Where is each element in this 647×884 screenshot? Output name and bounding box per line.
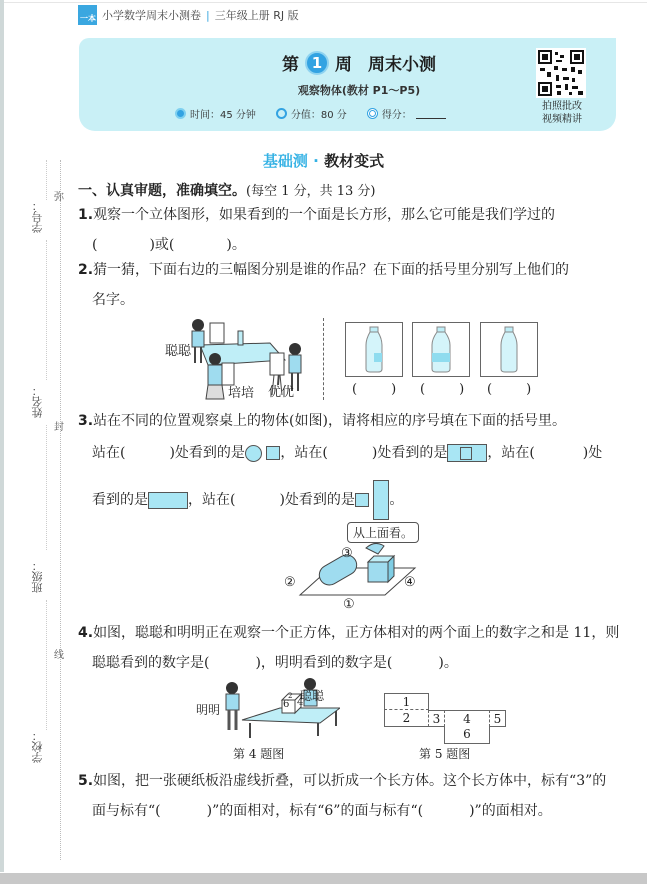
cube-face-side: 4 (297, 697, 304, 708)
student-id-line[interactable] (46, 240, 47, 380)
label-youyou: 优优 (268, 385, 295, 400)
circle-view-shape (245, 445, 262, 462)
grade-edition: 三年级上册 RJ 版 (214, 9, 299, 22)
cube-face-top: 2 (288, 692, 293, 700)
section-title: 基础测 · 教材变式 (262, 152, 385, 170)
time-info: 时间：45 分钟 (175, 106, 256, 121)
publisher-logo: 一本 (78, 5, 97, 25)
figure-4-caption: 第 4 题图 (233, 747, 285, 761)
alarm-clock-icon (175, 108, 186, 119)
series-title: 小学数学周末小测卷 (102, 9, 201, 22)
score-blank[interactable] (416, 109, 446, 119)
question-5: 5.如图，把一张硬纸板沿虚线折叠，可以折成一个长方体。这个长方体中，标有“3”的 面与标有“( )”的面相对，标有“6”的面与标有“( )”的面相对。 (78, 773, 607, 819)
header-separator: | (206, 8, 210, 22)
net-face-3: 3 (428, 710, 445, 727)
target-icon (367, 108, 378, 119)
points-info: 分值：80 分 (276, 106, 347, 121)
bottle-side-view-icon (346, 323, 401, 375)
part-heading: 一、认真审题，准确填空。(每空 1 分，共 13 分) (78, 183, 376, 199)
question-2: 2.猜一猜，下面右边的三幅图分别是谁的作品？在下面的括号里分别写上他们的 名字。 (78, 262, 570, 308)
small-square-shape (266, 446, 280, 460)
position-2-label: ② (284, 575, 296, 590)
seal-char-mi: 弥 (54, 192, 64, 203)
binding-line (60, 160, 61, 860)
seal-char-feng: 封 (54, 422, 64, 433)
dashed-divider (323, 318, 324, 400)
score-info: 得分： (367, 106, 446, 121)
name-label: 姓名： (31, 385, 44, 418)
painting-2 (412, 322, 470, 377)
medal-icon (276, 108, 287, 119)
painting-1 (345, 322, 403, 377)
net-face-1: 1 (384, 693, 429, 710)
label-congcong: 聪聪 (165, 344, 192, 359)
bottle-front-view-icon (413, 323, 468, 375)
bottle-back-view-icon (481, 323, 536, 375)
quiz-title: 第 1 周 周末小测 (229, 50, 489, 75)
small-square-shape-2 (355, 493, 369, 507)
label-peipei: 培培 (228, 386, 255, 401)
week-number-badge: 1 (305, 51, 329, 75)
painting-1-answer[interactable]: ( ) (352, 382, 397, 397)
position-1-label: ① (343, 597, 355, 612)
net-face-4: 4 (444, 710, 490, 727)
net-face-6: 6 (444, 726, 490, 744)
long-rect-shape (148, 492, 188, 509)
school-label: 学校： (31, 730, 44, 763)
seal-char-xian: 线 (54, 650, 64, 661)
rect-with-square-shape (447, 444, 487, 462)
qr-code[interactable] (536, 48, 586, 98)
class-line[interactable] (46, 600, 47, 730)
student-id-label: 学号： (31, 200, 44, 233)
question-1: 1.观察一个立体图形，如果看到的一个面是长方形，那么它可能是我们学过的 ( )或( )。 (78, 207, 556, 253)
painting-3 (480, 322, 538, 377)
position-3-label: ③ (341, 546, 353, 561)
label-congcong-q4: 聪聪 (300, 689, 325, 703)
quiz-subtitle: 观察物体(教材 P1～P5) (297, 84, 421, 97)
page-left-edge (0, 0, 4, 872)
name-line[interactable] (46, 425, 47, 550)
page-bottom-edge (0, 873, 647, 884)
qr-caption: 拍照批改 视频精讲 (542, 101, 582, 125)
class-label: 班级： (31, 560, 44, 593)
speech-bubble: 从上面看。 (347, 522, 419, 543)
label-mingming: 明明 (196, 703, 221, 717)
series-header (78, 4, 299, 26)
quiz-meta (175, 106, 555, 121)
painting-3-answer[interactable]: ( ) (487, 382, 532, 397)
qr-code-icon (538, 50, 584, 96)
net-face-2: 2 (384, 710, 429, 727)
question-4: 4.如图，聪聪和明明正在观察一个正方体，正方体相对的两个面上的数字之和是 11，则 聪聪看到的数字是( )，明明看到的数字是( )。 (78, 625, 620, 671)
painting-2-answer[interactable]: ( ) (420, 382, 465, 397)
net-face-5: 5 (489, 710, 506, 727)
question-3: 3.站在不同的位置观察桌上的物体(如图)，请将相应的序号填在下面的括号里。 站在( )处看到的是 ，站在( )处看到的是 ，站在( )处 看到的是 ，站在( )处看到的是 。 (78, 406, 623, 520)
cube-face-front: 6 (283, 699, 290, 710)
figure-5-caption: 第 5 题图 (419, 747, 471, 761)
tall-rect-shape (373, 480, 389, 520)
position-4-label: ④ (404, 575, 416, 590)
page-top-rule (0, 2, 647, 3)
